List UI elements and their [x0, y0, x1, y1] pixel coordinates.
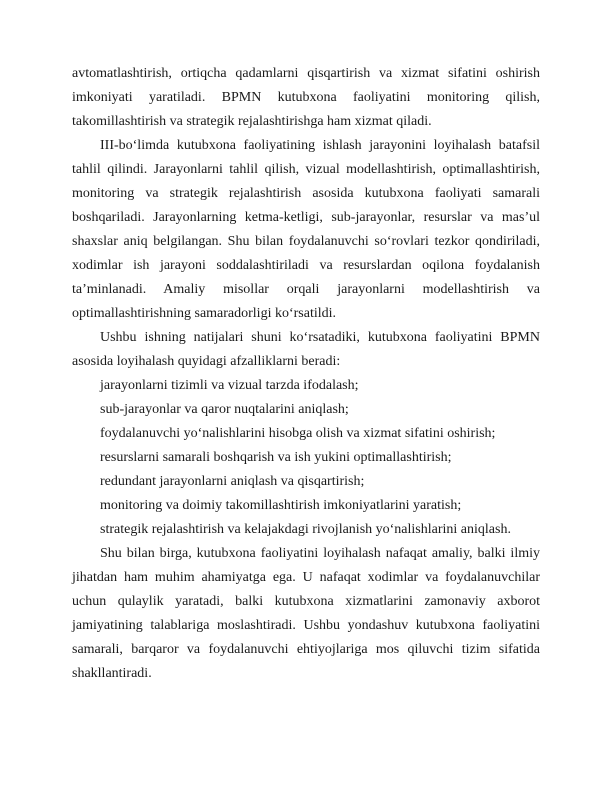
paragraph-conclusion: Shu bilan birga, kutubxona faoliyatini loyihalash nafaqat amaliy, balki ilmiy jihatdan ham muhim ahamiyatga ega. U nafaqat xodimlar va foydalanuvchilar uchun qulaylik yaratadi, balki kutubxona xizmatlarini zamonaviy axborot jamiyatining talablariga moslashtiradi. Ushbu yondashuv kutubxona faoliyatini samarali, barqaror va foydalanuvchi ehtiyojlariga mos qiluvchi tizim sifatida shakllantiradi.: [72, 546, 540, 681]
list-item: jarayonlarni tizimli va vizual tarzda ifodalash;: [100, 378, 359, 393]
list-item: monitoring va doimiy takomillashtirish imkoniyatlarini yaratish;: [100, 498, 462, 513]
list-item: redundant jarayonlarni aniqlash va qisqartirish;: [100, 474, 365, 489]
paragraph-intro-continuation: avtomatlashtirish, ortiqcha qadamlarni qisqartirish va xizmat sifatini oshirish imkoniyati yaratiladi. BPMN kutubxona faoliyatini monitoring qilish, takomillashtirish va strategik rejalashtirishga ham xizmat qiladi.: [72, 66, 540, 129]
list-item: resurslarni samarali boshqarish va ish yukini optimallashtirish;: [100, 450, 452, 465]
paragraph-section-summary: III-bo‘limda kutubxona faoliyatining ishlash jarayonini loyihalash batafsil tahlil qilindi. Jarayonlarni tahlil qilish, vizual modellashtirish, optimallashtirish, monitoring va strategik rejalashtirish asosida kutubxona faoliyati samarali boshqariladi. Jarayonlarning ketma-ketligi, sub-jarayonlar, resurslar va mas’ul shaxslar aniq belgilangan. Shu bilan foydalanuvchi so‘rovlari tezkor qondiriladi, xodimlar ish jarayoni soddalashtiriladi va resurslardan oqilona foydalanish ta’minlanadi. Amaliy misollar orqali jarayonlarni modellashtirish va optimallashtirishning samaradorligi ko‘rsatildi.: [72, 138, 540, 321]
document-page: [72, 62, 540, 686]
advantages-list: [72, 374, 540, 542]
list-item: strategik rejalashtirish va kelajakdagi rivojlanish yo‘nalishlarini aniqlash.: [100, 522, 511, 537]
paragraph-advantages-lead: Ushbu ishning natijalari shuni ko‘rsatadiki, kutubxona faoliyatini BPMN asosida loyihalash quyidagi afzalliklarni beradi:: [72, 330, 540, 369]
list-item: foydalanuvchi yo‘nalishlarini hisobga olish va xizmat sifatini oshirish;: [100, 426, 496, 441]
list-item: sub-jarayonlar va qaror nuqtalarini aniqlash;: [100, 402, 349, 417]
